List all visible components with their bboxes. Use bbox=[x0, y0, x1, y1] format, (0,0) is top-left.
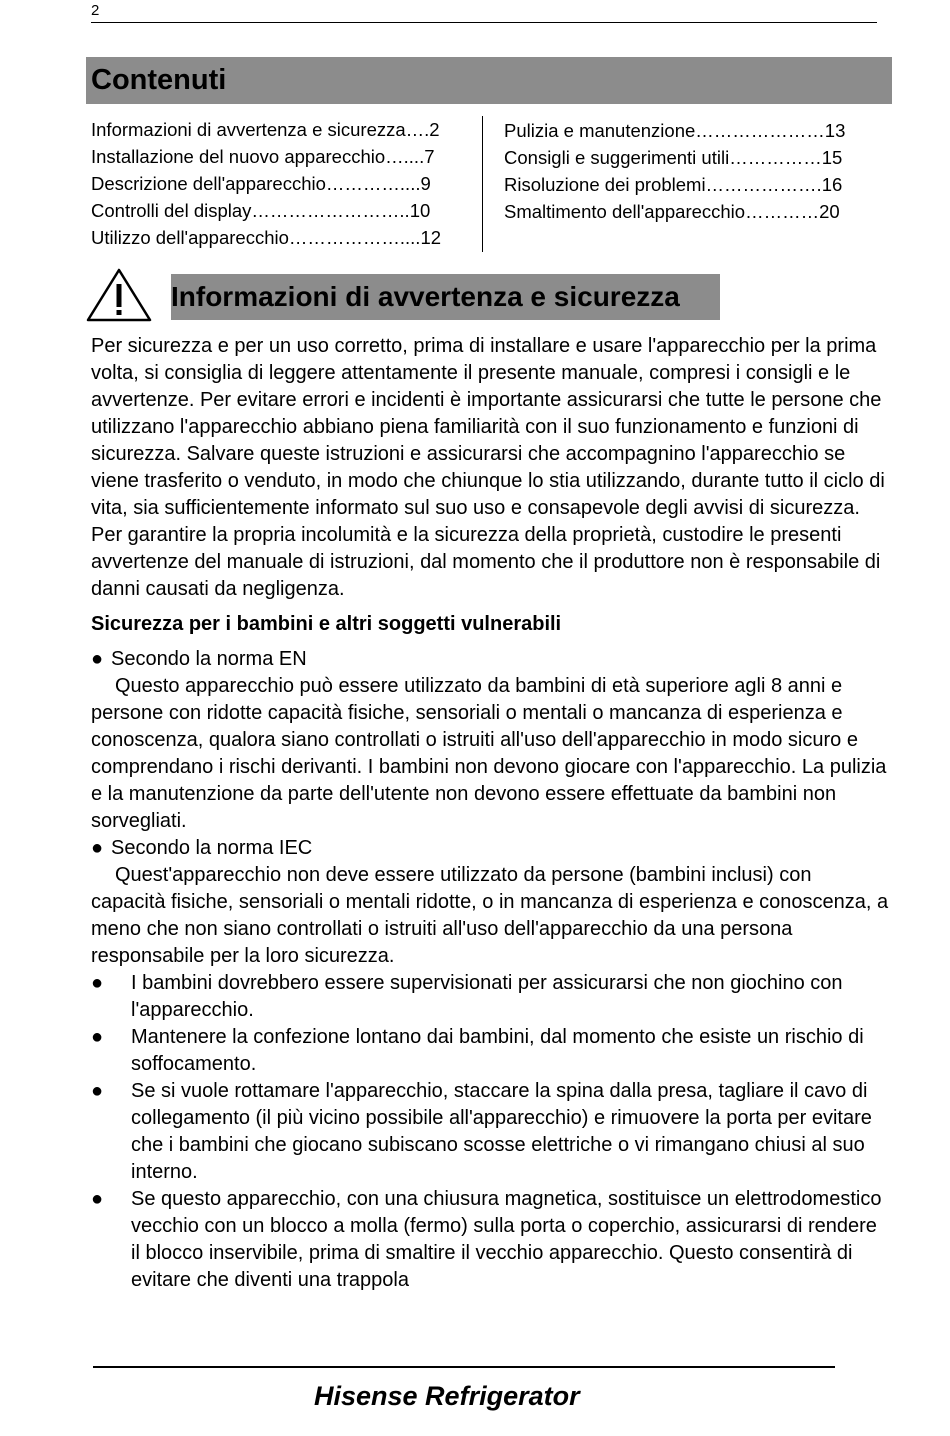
bullet-dot: ● bbox=[91, 972, 104, 994]
warning-icon bbox=[86, 268, 152, 322]
toc-entry[interactable]: Informazioni di avvertenza e sicurezza….2 bbox=[91, 119, 440, 140]
norm-label: Secondo la norma IEC bbox=[111, 837, 313, 859]
page-number: 2 bbox=[91, 2, 100, 19]
toc-entry[interactable]: Pulizia e manutenzione…………………13 bbox=[504, 120, 846, 141]
bullet-dot: ● bbox=[91, 1080, 104, 1102]
intro-paragraph: Per sicurezza e per un uso corretto, prima di installare e usare l'apparecchio per la prima volta, si consiglia di leggere attentamente il presente manuale, compresi i consigli e le avvertenze. Per evitare errori e incidenti è importante assicurarsi che tutte le persone che utilizzano l'apparecchio abbiano piena familiarità con il suo funzionamento e funzioni di sicurezza. Salvare queste istruzioni e assicurarsi che accompagnino l'apparecchio se viene trasferito o venduto, in modo che chiunque lo stia utilizzando, durante tutto il ciclo di vita, sia sufficientemente informato sul suo uso e consapevole degli avvisi di sicurezza. bbox=[91, 335, 885, 519]
norm-iec-text: Quest'apparecchio non deve essere utilizzato da persone (bambini inclusi) con capacità fisiche, sensoriali o mentali ridotte, o in mancanza di esperienza e conoscenza, a meno che non siano controllati o istruiti all'uso dell'apparecchio da una persona responsabile per la loro sicurezza. bbox=[91, 864, 889, 967]
list-item-text: I bambini dovrebbero essere supervisionati per assicurarsi che non giochino con l'apparecchio. bbox=[131, 972, 843, 1021]
bottom-rule bbox=[93, 1366, 835, 1368]
toc-entry[interactable]: Controlli del display……………………..10 bbox=[91, 200, 431, 221]
norm-iec-label bbox=[91, 835, 891, 862]
norm-en-text: Questo apparecchio può essere utilizzato da bambini di età superiore agli 8 anni e persone con ridotte capacità fisiche, sensoriali o mentali o mancanza di esperienza e conoscenza, qualora siano controllati o istruiti all'uso dell'apparecchio in modo sicuro e comprendano i rischi derivanti. I bambini non devono giocare con l'apparecchio. La pulizia e la manutenzione da parte dell'utente non devono essere effettuate da bambini non sorvegliati. bbox=[91, 675, 887, 832]
toc-entry[interactable]: Descrizione dell'apparecchio…………....9 bbox=[91, 173, 431, 194]
norm-en-label bbox=[91, 646, 891, 673]
toc-entry[interactable]: Smaltimento dell'apparecchio…………20 bbox=[504, 201, 840, 222]
list-item-text: Mantenere la confezione lontano dai bambini, dal momento che esiste un rischio di soffocamento. bbox=[131, 1026, 864, 1075]
section-title: Informazioni di avvertenza e sicurezza bbox=[171, 274, 720, 320]
bullet-dot: ● bbox=[91, 1026, 104, 1048]
list-item-text: Se si vuole rottamare l'apparecchio, staccare la spina dalla presa, tagliare il cavo di collegamento (il più vicino possibile all'apparecchio) e rimuovere la porta per evitare che i bambini che giocano subiscano scosse elettriche o vi rimangano chiusi al suo interno. bbox=[131, 1080, 872, 1183]
body-text bbox=[91, 333, 891, 1294]
list-item bbox=[91, 970, 891, 1024]
toc-entry[interactable]: Utilizzo dell'apparecchio………………....12 bbox=[91, 227, 442, 248]
toc-title: Contenuti bbox=[86, 57, 892, 104]
list-item-text: Se questo apparecchio, con una chiusura magnetica, sostituisce un elettrodomestico vecchio con un blocco a molla (fermo) sulla porta o coperchio, assicurarsi di rendere il blocco inservibile, prima di smaltire il vecchio apparecchio. Questo consentirà di evitare che diventi una trappola bbox=[131, 1188, 882, 1291]
toc-entry[interactable]: Installazione del nuovo apparecchio…....7 bbox=[91, 146, 435, 167]
brand-logo: Hisense Refrigerator bbox=[314, 1381, 580, 1411]
bullet-dot: ● bbox=[91, 648, 104, 670]
list-item bbox=[91, 1186, 891, 1294]
toc-right-column bbox=[504, 117, 845, 225]
subheading: Sicurezza per i bambini e altri soggetti vulnerabili bbox=[91, 613, 562, 635]
bullet-list bbox=[91, 970, 891, 1294]
bullet-dot: ● bbox=[91, 1188, 104, 1210]
intro-paragraph: Per garantire la propria incolumità e la sicurezza della proprietà, custodire le presenti avvertenze del manuale di istruzioni, dal momento che il produttore non è responsabile di danni causati da negligenza. bbox=[91, 524, 881, 600]
list-item bbox=[91, 1078, 891, 1186]
toc-entry[interactable]: Consigli e suggerimenti utili……………15 bbox=[504, 147, 843, 168]
norm-label: Secondo la norma EN bbox=[111, 648, 307, 670]
toc-divider bbox=[482, 116, 483, 252]
list-item bbox=[91, 1024, 891, 1078]
bullet-dot: ● bbox=[91, 837, 104, 859]
toc-left-column bbox=[91, 116, 441, 251]
toc-entry[interactable]: Risoluzione dei problemi……………….16 bbox=[504, 174, 843, 195]
top-rule bbox=[91, 22, 877, 23]
